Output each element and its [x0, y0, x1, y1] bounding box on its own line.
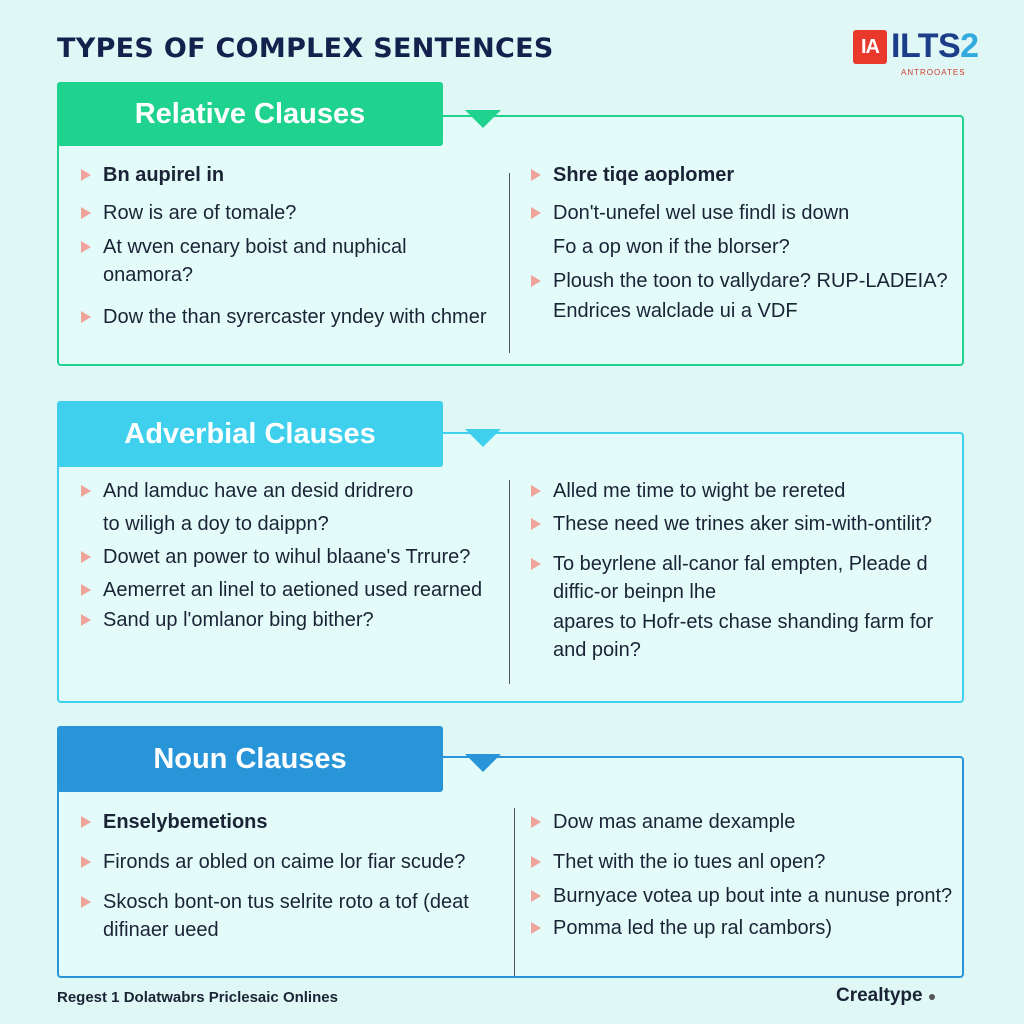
arrow-icon — [531, 890, 541, 902]
list-item: Pomma led the up ral cambors) — [509, 914, 954, 942]
list-item: Don't-unefel wel use findl is down — [509, 199, 949, 227]
list-item: Thet with the io tues anl open? — [509, 848, 954, 876]
list-item: Row is are of tomale? — [59, 199, 499, 227]
list-item: Endrices walclade ui a VDF — [553, 300, 798, 322]
list-item: Sand up l'omlanor bing bither? — [59, 606, 499, 634]
left-column — [59, 808, 504, 944]
list-item: To beyrlene all-canor fal empten, Pleade d diffic-or beinpn lhe — [509, 550, 949, 606]
left-column — [59, 161, 499, 331]
arrow-icon — [531, 856, 541, 868]
footer-caption: Regest 1 Dolatwabrs Priclesaic Onlines — [57, 989, 338, 1006]
list-item: Skosch bont-on tus selrite roto a tof (deat difinaer ueed — [59, 888, 504, 944]
mascot-icon: ● — [927, 988, 937, 1004]
footer-brand: Crealtype ● — [836, 985, 937, 1006]
left-column — [59, 477, 499, 634]
arrow-icon — [531, 485, 541, 497]
pointer-icon — [465, 429, 501, 447]
adverbial-clauses-section — [57, 417, 964, 703]
right-column — [509, 161, 949, 325]
list-item: At wven cenary boist and nuphical onamora? — [59, 233, 499, 289]
list-item: Shre tiqe aoplomer — [509, 161, 949, 189]
list-item: And lamduc have an desid dridrero — [59, 477, 499, 505]
brand-logo — [853, 27, 1003, 80]
noun-clauses-heading: Noun Clauses — [57, 726, 443, 792]
arrow-icon — [531, 207, 541, 219]
list-item: Dowet an power to wihul blaane's Trrure? — [59, 543, 499, 571]
right-column — [509, 477, 949, 664]
list-item: Dow the than syrercaster yndey with chmer — [59, 303, 499, 331]
arrow-icon — [81, 207, 91, 219]
arrow-icon — [81, 241, 91, 253]
pointer-icon — [465, 754, 501, 772]
arrow-icon — [531, 922, 541, 934]
arrow-icon — [81, 896, 91, 908]
list-item: Alled me time to wight be rereted — [509, 477, 949, 505]
arrow-icon — [531, 558, 541, 570]
list-item: to wiligh a doy to daippn? — [103, 513, 329, 535]
list-item: Ploush the toon to vallydare? RUP-LADEIA? — [509, 267, 949, 295]
list-item: apares to Hofr-ets chase shanding farm for and poin? — [553, 611, 934, 661]
arrow-icon — [81, 816, 91, 828]
arrow-icon — [81, 584, 91, 596]
list-item: Aemerret an linel to aetioned used rearned — [59, 576, 499, 604]
logo-text: ILTS2 — [891, 27, 979, 65]
list-item: Bn aupirel in — [59, 161, 499, 189]
list-item: Dow mas aname dexample — [509, 808, 954, 836]
list-item: Fironds ar obled on caime lor fiar scude? — [59, 848, 504, 876]
arrow-icon — [81, 551, 91, 563]
noun-clauses-section — [57, 742, 964, 978]
arrow-icon — [81, 856, 91, 868]
arrow-icon — [531, 816, 541, 828]
list-item: Enselybemetions — [59, 808, 504, 836]
arrow-icon — [531, 518, 541, 530]
arrow-icon — [81, 311, 91, 323]
logo-subtitle: ANTROOATES — [901, 68, 966, 77]
relative-clauses-section — [57, 97, 964, 366]
arrow-icon — [81, 485, 91, 497]
right-column — [509, 808, 954, 942]
arrow-icon — [81, 169, 91, 181]
list-item: Burnyace votea up bout inte a nunuse pront? — [509, 882, 954, 910]
list-item: These need we trines aker sim-with-ontilit? — [509, 510, 949, 538]
relative-clauses-heading: Relative Clauses — [57, 82, 443, 146]
arrow-icon — [531, 169, 541, 181]
arrow-icon — [531, 275, 541, 287]
adverbial-clauses-heading: Adverbial Clauses — [57, 401, 443, 467]
list-item: Fo a op won if the blorser? — [553, 236, 790, 258]
logo-mark: IA — [853, 30, 887, 64]
page-title: TYPES OF COMPLEX SENTENCES — [57, 33, 554, 64]
arrow-icon — [81, 614, 91, 626]
pointer-icon — [465, 110, 501, 128]
